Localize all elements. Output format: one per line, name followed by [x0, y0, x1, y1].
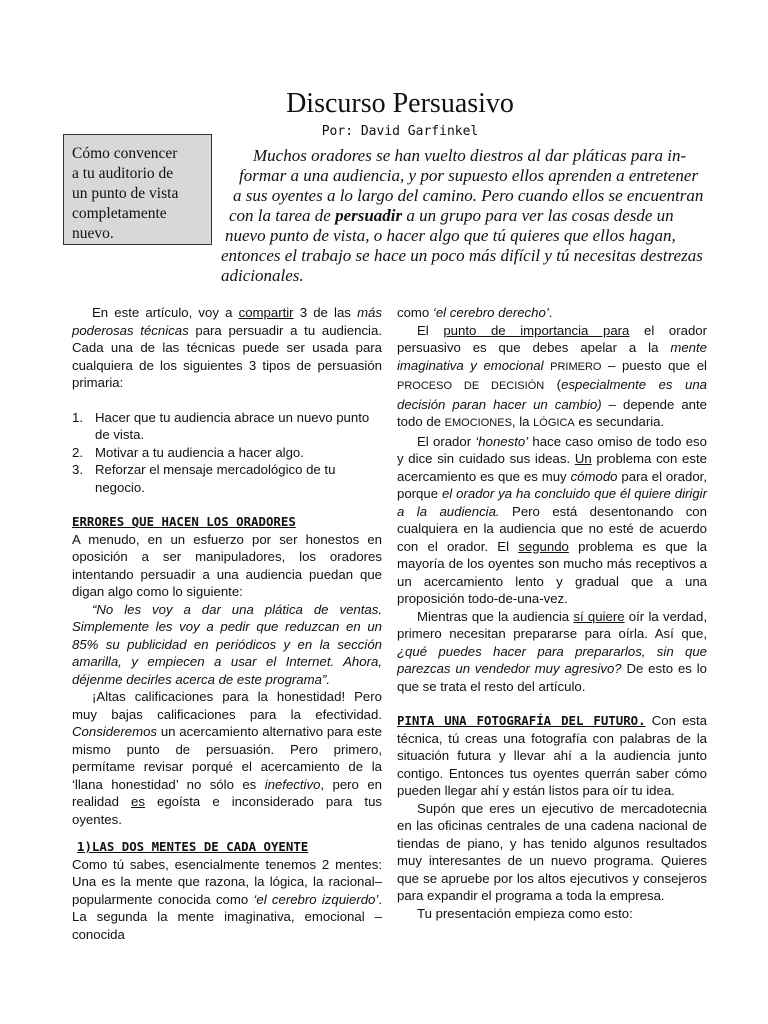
- quote: “No les voy a dar una plática de ventas. Simplemente les voy a pedir que reduzcan en un 85% su publicidad en periódicos y en la sección amarilla, y empiecen a usar el Internet. Ahora, déjenme decirles acerca de este programa”.: [72, 601, 382, 687]
- paragraph: El orador ‘honesto’ hace caso omiso de todo eso y dice sin cuidado sus ideas. Un problema con este acercamiento es que es muy cómodo para el orador, porque el orador ya ha concluido que él quiere dirigir a la audiencia. Pero está desentonando con cualquiera en la audiencia que no esté de acuerdo con el orador. El segundo problema es que la mayoría de los oyentes son mucho más receptivos a un acercamiento lento y gradual que a una proposición todo-de-una-vez.: [397, 433, 707, 606]
- intro-line: Muchos oradores se han vuelto diestros al dar pláticas para in-: [253, 146, 687, 165]
- intro-paragraph: [221, 146, 726, 286]
- paragraph: Supón que eres un ejecutivo de mercadotecnia en las oficinas centrales de una cadena nacional de tiendas de piano, y has tenido algunos resultados muy interesantes de un nuevo programa. Quieres que se apruebe por los altos ejecutivos y consejeros para expandir el programa a toda la empresa.: [397, 800, 707, 903]
- paragraph: Mientras que la audiencia sí quiere oír la verdad, primero necesitan prepararse para oírla. Así que, ¿qué puedes hacer para prepararlos, sin que parezcas un vendedor muy agresivo? De esto es lo que se trata el resto del artículo.: [397, 608, 707, 694]
- section-heading: PINTA UNA FOTOGRAFÍA DEL FUTURO.: [397, 713, 646, 728]
- paragraph: PINTA UNA FOTOGRAFÍA DEL FUTURO. Con esta técnica, tú creas una fotografía con palabras de la situación futura y llevar ahí a la audiencia junto contigo. Entonces tus oyentes querrán saber cómo pueden llegar ahí y están listos para oír tu idea.: [397, 713, 707, 798]
- sidebar-line: nuevo.: [72, 225, 114, 242]
- sidebar-line: a tu auditorio de: [72, 165, 174, 182]
- paragraph: ¡Altas calificaciones para la honestidad! Pero muy bajas calificaciones para la efectividad. Consideremos un acercamiento alternativo para este mismo punto de persuasión. Pero primero, permítame revisar porqué el acercamiento de la ‘llana honestidad’ no sólo es inefectivo, pero en realidad es egoísta e inconsiderado para tus oyentes.: [72, 689, 382, 827]
- author-byline: Por: David Garfinkel: [321, 124, 479, 139]
- section-heading: ERRORES QUE HACEN LOS ORADORES: [72, 514, 296, 529]
- intro-line: nuevo punto de vista, o hacer algo que tú quieres que ellos hagan,: [225, 226, 676, 245]
- sidebar-callout: [63, 134, 212, 245]
- intro-line: entonces el trabajo se hace un poco más difícil y tú necesitas destrezas: [221, 246, 703, 265]
- paragraph: como ‘el cerebro derecho’.: [397, 305, 553, 320]
- intro-line: con la tarea de persuadir a un grupo para ver las cosas desde un: [229, 206, 674, 225]
- paragraph: El punto de importancia para el orador persuasivo es que debes apelar a la mente imaginativa y emocional PRIMERO – puesto que el PROCESO DE DECISIÓN (especialmente es una decisión paran hacer un cambio) – depende ante todo de EMOCIONES, la LÓGICA es secundaria.: [397, 322, 708, 429]
- page-title: Discurso Persuasivo: [286, 88, 514, 119]
- list-item: 1. Hacer que tu audiencia abrace un nuevo punto de vista.: [72, 409, 370, 442]
- paragraph: A menudo, en un esfuerzo por ser honestos en oposición a ser manipuladores, los oradores intentando persuadir a una audiencia puedan que digan algo como lo siguiente:: [72, 531, 382, 599]
- sidebar-line: completamente: [72, 205, 167, 222]
- right-column: [397, 304, 707, 922]
- intro-emphasis: persuadir: [335, 206, 403, 225]
- list-item: 3. Reforzar el mensaje mercadológico de tu negocio.: [72, 462, 336, 495]
- intro-line: adicionales.: [221, 266, 304, 285]
- sidebar-line: un punto de vista: [72, 185, 179, 202]
- paragraph: Como tú sabes, esencialmente tenemos 2 mentes: Una es la mente que razona, la lógica, la racional– popularmente conocida como ‘el cerebro izquierdo’. La segunda la mente imaginativa, emocional – conocida: [72, 856, 382, 942]
- paragraph: Tu presentación empieza como esto:: [417, 905, 633, 921]
- numbered-list: [72, 409, 382, 497]
- paragraph: En este artículo, voy a compartir 3 de las más poderosas técnicas para persuadir a tu audiencia. Cada una de las técnicas puede ser usada para cualquiera de los siguientes 3 tipos de persuasión primaria:: [72, 305, 382, 390]
- list-item: 2. Motivar a tu audiencia a hacer algo.: [72, 444, 304, 460]
- intro-line: formar a una audiencia, y por supuesto ellos aprenden a entretener: [239, 166, 699, 185]
- left-column: [72, 304, 382, 943]
- sidebar-line: Cómo convencer: [72, 145, 178, 162]
- intro-line: a sus oyentes a lo largo del camino. Pero cuando ellos se encuentran: [233, 186, 704, 205]
- section-heading: 1)LAS DOS MENTES DE CADA OYENTE: [77, 839, 309, 854]
